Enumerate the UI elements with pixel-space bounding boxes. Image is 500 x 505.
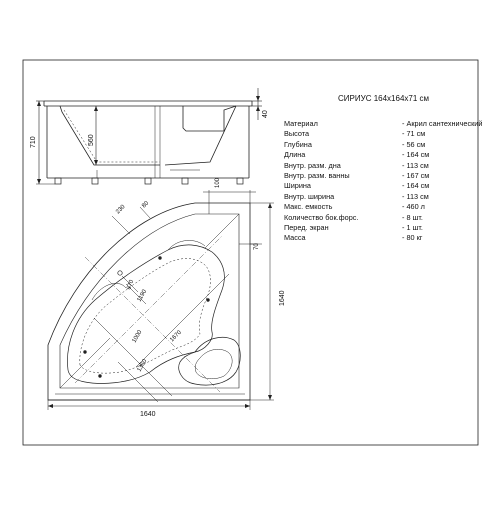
- spec-label: Внутр. разм. ванны: [284, 171, 350, 181]
- spec-value: - 80 кг: [402, 233, 423, 243]
- dim-width-label: 1640: [140, 411, 156, 418]
- dim-1190-label: 1190: [136, 288, 149, 303]
- dim-total-height: [36, 101, 55, 184]
- sheet-frame: [23, 60, 478, 445]
- dim-rim-label: 40: [262, 110, 269, 118]
- spec-row: [284, 119, 484, 129]
- spec-row: [284, 129, 484, 139]
- model-title: СИРИУС 164x164x71 см: [338, 94, 430, 103]
- spec-label: Материал: [284, 119, 318, 128]
- spec-row: [284, 140, 484, 150]
- dim-length-label: 1640: [279, 290, 286, 306]
- top-view-dimensions: [48, 190, 274, 410]
- spec-row: [284, 150, 484, 160]
- spec-label: Количество бок.форс.: [284, 212, 359, 222]
- spec-value: - 460 л: [402, 202, 425, 212]
- spec-label: Макс. емкость: [284, 202, 333, 212]
- spec-table: [284, 119, 484, 244]
- spec-label: Перед. экран: [284, 223, 329, 233]
- spec-value: - 56 см: [402, 139, 426, 149]
- spec-value: - 164 см: [402, 150, 430, 160]
- spec-row: [284, 171, 484, 181]
- dim-depth-label: 560: [88, 134, 95, 146]
- spec-row: [284, 223, 484, 233]
- spec-value: - 71 см: [402, 129, 426, 139]
- dim-100-label: 100: [215, 177, 221, 188]
- spec-label: Высота: [284, 129, 310, 139]
- spec-value: - 167 см: [402, 171, 430, 181]
- spec-label: Глубина: [284, 139, 312, 149]
- dim-230-label: 230: [115, 204, 127, 216]
- dim-80-label: 80: [141, 200, 151, 210]
- dim-670-label: 670: [126, 279, 136, 291]
- dim-total-height-label: 710: [30, 136, 37, 148]
- top-view: [48, 203, 250, 400]
- dim-1670-label: 1670: [169, 329, 183, 344]
- dim-1360-label: 1360: [136, 358, 149, 373]
- spec-label: Внутр. ширина: [284, 191, 335, 201]
- side-view: [44, 101, 252, 184]
- spec-row: [284, 202, 484, 212]
- spec-row: [284, 233, 484, 243]
- spec-row: [284, 213, 484, 223]
- spec-value: - 113 см: [402, 191, 429, 201]
- spec-label: Масса: [284, 233, 306, 243]
- spec-value: - Акрил сантехнический: [402, 119, 483, 128]
- spec-row: [284, 181, 484, 191]
- dim-rim: [252, 88, 262, 120]
- spec-value: - 113 см: [402, 160, 429, 170]
- spec-value: - 8 шт.: [402, 212, 423, 222]
- spec-value: - 164 см: [402, 181, 430, 191]
- spec-label: Ширина: [284, 181, 311, 191]
- spec-label: Внутр. разм. дна: [284, 160, 341, 170]
- dim-1000-label: 1000: [131, 329, 144, 344]
- spec-row: [284, 161, 484, 171]
- spec-value: - 1 шт.: [402, 223, 423, 233]
- spec-row: [284, 192, 484, 202]
- spec-label: Длина: [284, 150, 306, 160]
- dim-70-label: 70: [254, 243, 260, 250]
